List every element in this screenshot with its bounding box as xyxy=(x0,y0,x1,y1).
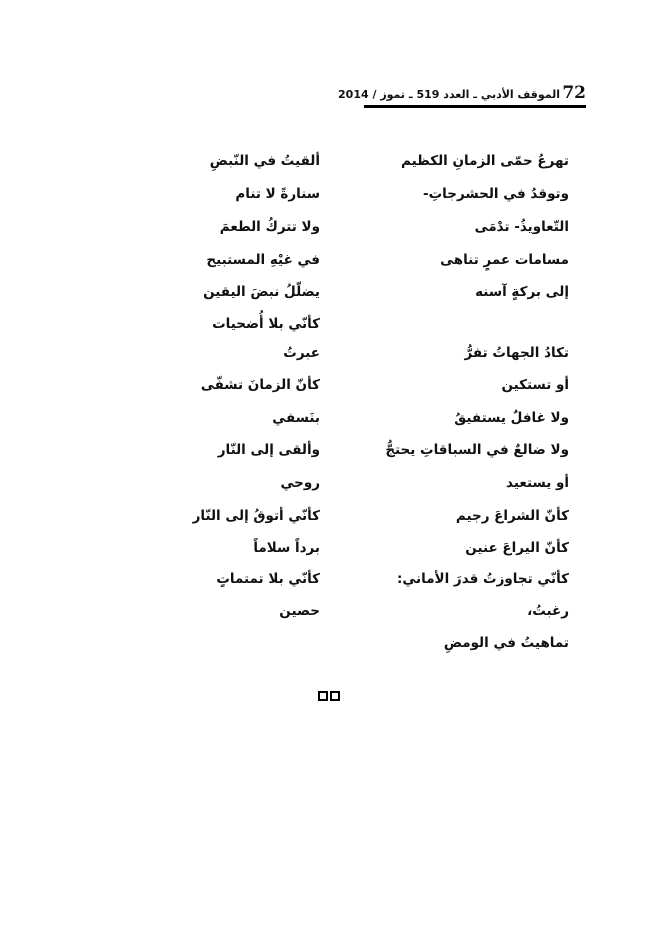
box-icon xyxy=(318,691,328,701)
poem-line: روحي xyxy=(280,475,320,491)
poem-line: تماهيتُ في الومضِ xyxy=(443,635,569,651)
poem-line: كأنّي أتوقُ إلى النّار xyxy=(192,508,320,524)
poem-line: كأنّي بلا أُضحيات xyxy=(212,316,320,332)
poem-line: برداً سلاماً xyxy=(253,540,320,556)
header-rule xyxy=(364,105,586,108)
page-header xyxy=(338,83,586,106)
poem-line: تكادُ الجهاتُ تفرُّ xyxy=(464,345,569,361)
poem-line: سنارةً لا تنام xyxy=(235,186,320,202)
poem-line: كأنّ الزمانَ تشفّى xyxy=(200,377,320,393)
box-icon xyxy=(330,691,340,701)
poem-line: مسامات عمرٍ تناهى xyxy=(440,252,569,268)
poem-line: تهرعُ حمّى الزمانِ الكظيم xyxy=(401,153,569,169)
poem-line: رغبتُ، xyxy=(527,603,569,619)
poem-line: ولا غافلٌ يستفيقُ xyxy=(454,410,569,426)
poem-line: وألقى إلى النّار xyxy=(217,442,320,458)
poem-line: كأنّ الشراعَ رجيم xyxy=(455,508,569,524)
poem-line: كأنّي تجاوزتُ قدرَ الأماني: xyxy=(397,571,569,587)
poem-line: حصين xyxy=(279,603,320,619)
poem-line: ولا تتركُ الطعمَ xyxy=(219,219,320,235)
poem-line: عبرتُ xyxy=(283,345,320,361)
poem-line: التّعاويذُ- تدْمَى xyxy=(474,219,569,235)
poem-line: كأنّي بلا تمتماتٍ xyxy=(216,571,320,587)
poem-line: وتوقدُ في الحشرجاتِ- xyxy=(423,186,569,202)
running-head: الموقف الأدبي ـ العدد 519 ـ تموز / 2014 xyxy=(338,88,560,101)
poem-line: ولا ضالعٌ في السباقاتِ يحتجُّ xyxy=(385,442,569,458)
poem-line: أو يستعيد xyxy=(506,475,569,491)
poem-line: إلى بركةٍ آسنه xyxy=(475,284,569,300)
end-boxes-icon xyxy=(318,691,340,701)
poem-line: في غيْهِ المستبيح xyxy=(206,252,320,268)
poem-line: يضلّلُ نبضَ اليقين xyxy=(203,284,320,300)
poem-line: بنَسفي xyxy=(272,410,320,426)
poem-line: ألقيتُ في النّبضِ xyxy=(209,153,320,169)
page-number: 72 xyxy=(562,83,586,103)
poem-line: أو تستكين xyxy=(501,377,569,393)
poem-line: كأنّ اليراعَ عنين xyxy=(465,540,569,556)
